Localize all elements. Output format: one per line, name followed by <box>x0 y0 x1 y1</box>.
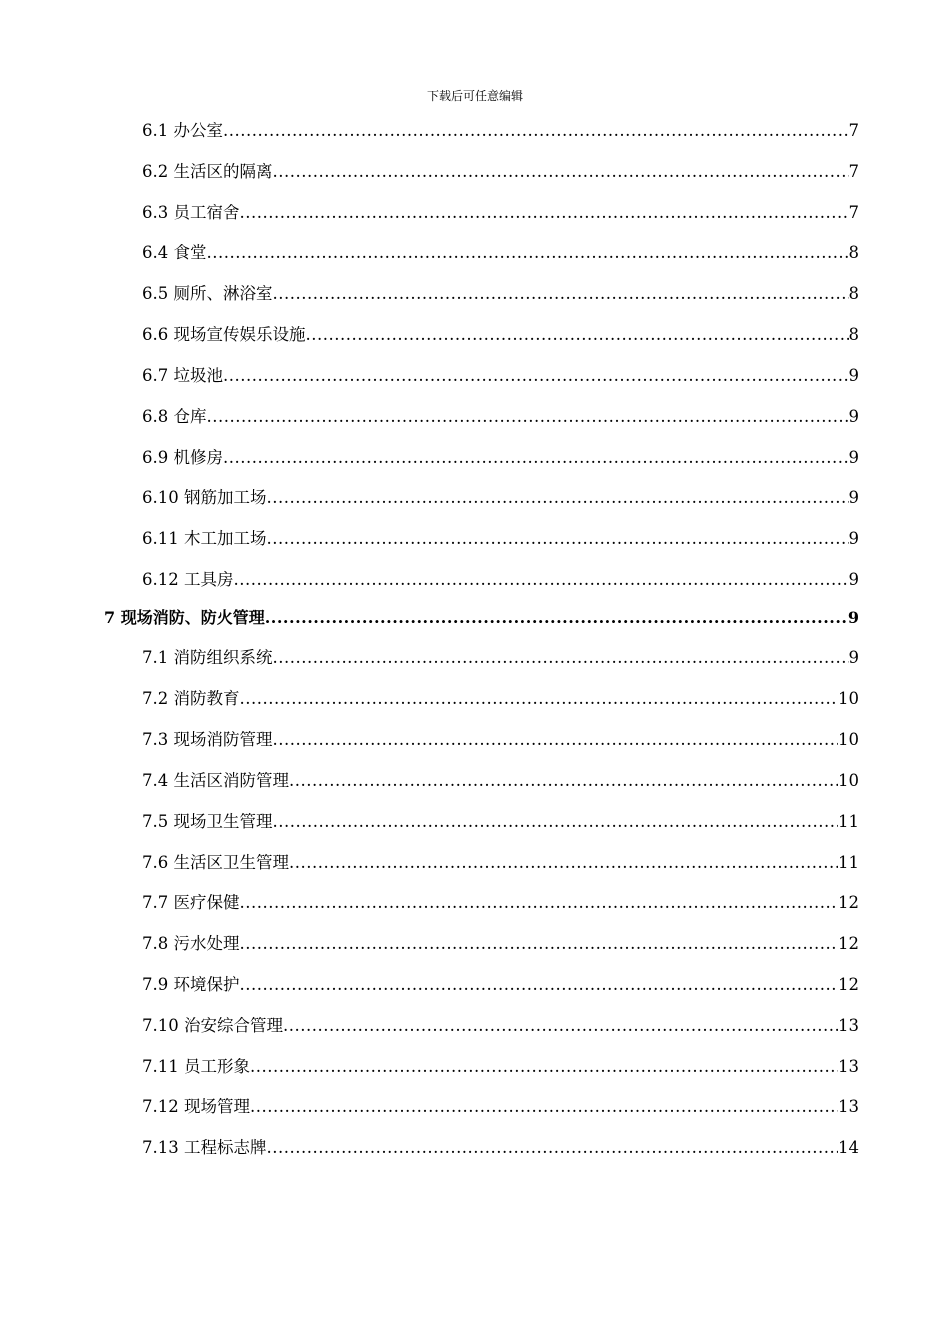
toc-entry-page-number: 14 <box>838 1138 859 1157</box>
toc-entry-page-number: 9 <box>848 529 859 548</box>
toc-entry-page-number: 7 <box>848 162 859 181</box>
toc-entry-page-number: 10 <box>838 689 859 708</box>
toc-section-entry[interactable] <box>142 118 859 144</box>
toc-entry-title: 7.3 现场消防管理 <box>142 730 273 749</box>
toc-section-entry[interactable] <box>142 1054 859 1080</box>
toc-entry-page-number: 12 <box>838 893 859 912</box>
toc-section-entry[interactable] <box>142 890 859 916</box>
toc-section-entry[interactable] <box>142 363 859 389</box>
toc-section-entry[interactable] <box>142 768 859 794</box>
toc-dot-leader <box>273 727 839 753</box>
toc-section-entry[interactable] <box>142 159 859 185</box>
toc-dot-leader <box>240 890 839 916</box>
toc-dot-leader <box>223 118 849 144</box>
toc-dot-leader <box>306 322 849 348</box>
toc-entry-title: 6.3 员工宿舍 <box>142 203 240 222</box>
toc-dot-leader <box>207 240 849 266</box>
toc-section-entry[interactable] <box>142 1094 859 1120</box>
toc-entry-title: 7.7 医疗保健 <box>142 893 240 912</box>
toc-section-entry[interactable] <box>142 445 859 471</box>
toc-section-entry[interactable] <box>142 645 859 671</box>
toc-section-entry[interactable] <box>142 809 859 835</box>
toc-dot-leader <box>289 768 838 794</box>
toc-dot-leader <box>266 526 848 552</box>
toc-entry-page-number: 13 <box>838 1097 859 1116</box>
toc-entry-title: 7.6 生活区卫生管理 <box>142 853 289 872</box>
toc-entry-page-number: 9 <box>848 570 859 589</box>
toc-entry-page-number: 11 <box>838 853 859 872</box>
toc-entry-page-number: 7 <box>848 121 859 140</box>
toc-entry-page-number: 9 <box>848 648 859 667</box>
toc-dot-leader <box>266 1135 838 1161</box>
toc-dot-leader <box>266 485 848 511</box>
toc-section-entry[interactable] <box>142 404 859 430</box>
toc-entry-page-number: 10 <box>838 771 859 790</box>
toc-entry-title: 7.13 工程标志牌 <box>142 1138 267 1157</box>
toc-entry-title: 6.11 木工加工场 <box>142 529 267 548</box>
toc-entry-title: 6.10 钢筋加工场 <box>142 488 267 507</box>
toc-dot-leader <box>240 200 849 226</box>
toc-entry-page-number: 9 <box>848 448 859 467</box>
page-header: 下载后可任意编辑 <box>426 89 523 103</box>
toc-dot-leader <box>233 567 848 593</box>
toc-section-entry[interactable] <box>142 322 859 348</box>
toc-entry-title: 7.5 现场卫生管理 <box>142 812 273 831</box>
toc-dot-leader <box>207 404 849 430</box>
toc-dot-leader <box>273 809 839 835</box>
toc-dot-leader <box>240 972 839 998</box>
toc-section-entry[interactable] <box>142 240 859 266</box>
toc-entry-title: 7.4 生活区消防管理 <box>142 771 289 790</box>
toc-dot-leader <box>250 1094 838 1120</box>
toc-entry-page-number: 8 <box>848 325 859 344</box>
toc-section-entry[interactable] <box>142 485 859 511</box>
toc-entry-title: 6.12 工具房 <box>142 570 234 589</box>
toc-entry-page-number: 9 <box>848 407 859 426</box>
toc-dot-leader <box>240 931 839 957</box>
toc-dot-leader <box>283 1013 838 1039</box>
toc-entry-title: 6.8 仓库 <box>142 407 207 426</box>
toc-entry-title: 6.9 机修房 <box>142 448 223 467</box>
toc-entry-page-number: 11 <box>838 812 859 831</box>
toc-entry-page-number: 8 <box>848 284 859 303</box>
toc-entry-title: 7.9 环境保护 <box>142 975 240 994</box>
toc-entry-title: 7.12 现场管理 <box>142 1097 250 1116</box>
toc-entry-title: 7.1 消防组织系统 <box>142 648 273 667</box>
toc-entry-title: 7.10 治安综合管理 <box>142 1016 283 1035</box>
toc-entry-page-number: 12 <box>838 934 859 953</box>
toc-section-entry[interactable] <box>142 567 859 593</box>
toc-section-entry[interactable] <box>142 281 859 307</box>
toc-section-entry[interactable] <box>142 526 859 552</box>
toc-section-entry[interactable] <box>142 200 859 226</box>
toc-section-entry[interactable] <box>142 686 859 712</box>
toc-entry-page-number: 10 <box>838 730 859 749</box>
toc-dot-leader <box>273 281 849 307</box>
toc-section-entry[interactable] <box>142 850 859 876</box>
toc-entry-title: 6.6 现场宣传娱乐设施 <box>142 325 306 344</box>
toc-entry-title: 7.8 污水处理 <box>142 934 240 953</box>
toc-entry-title: 7 现场消防、防火管理 <box>104 608 265 627</box>
toc-entry-title: 6.4 食堂 <box>142 243 207 262</box>
toc-section-entry[interactable] <box>142 727 859 753</box>
toc-dot-leader <box>273 645 849 671</box>
toc-entry-title: 6.2 生活区的隔离 <box>142 162 273 181</box>
toc-entry-title: 6.5 厕所、淋浴室 <box>142 284 273 303</box>
toc-dot-leader <box>223 445 849 471</box>
toc-entry-page-number: 12 <box>838 975 859 994</box>
toc-dot-leader <box>265 605 848 631</box>
toc-dot-leader <box>223 363 849 389</box>
toc-dot-leader <box>289 850 838 876</box>
toc-dot-leader <box>250 1054 838 1080</box>
toc-entry-page-number: 7 <box>848 203 859 222</box>
toc-entry-page-number: 13 <box>838 1057 859 1076</box>
toc-entry-page-number: 8 <box>848 243 859 262</box>
toc-entry-title: 6.1 办公室 <box>142 121 223 140</box>
toc-section-entry[interactable] <box>142 1135 859 1161</box>
toc-entry-page-number: 13 <box>838 1016 859 1035</box>
toc-entry-title: 7.2 消防教育 <box>142 689 240 708</box>
toc-dot-leader <box>273 159 849 185</box>
toc-entry-page-number: 9 <box>848 366 859 385</box>
toc-entry-page-number: 9 <box>848 488 859 507</box>
toc-chapter-entry[interactable] <box>104 605 859 631</box>
toc-dot-leader <box>240 686 839 712</box>
toc-section-entry[interactable] <box>142 931 859 957</box>
toc-section-entry[interactable] <box>142 1013 859 1039</box>
toc-entry-title: 6.7 垃圾池 <box>142 366 223 385</box>
toc-entry-page-number: 9 <box>847 608 859 627</box>
toc-entry-title: 7.11 员工形象 <box>142 1057 250 1076</box>
toc-section-entry[interactable] <box>142 972 859 998</box>
